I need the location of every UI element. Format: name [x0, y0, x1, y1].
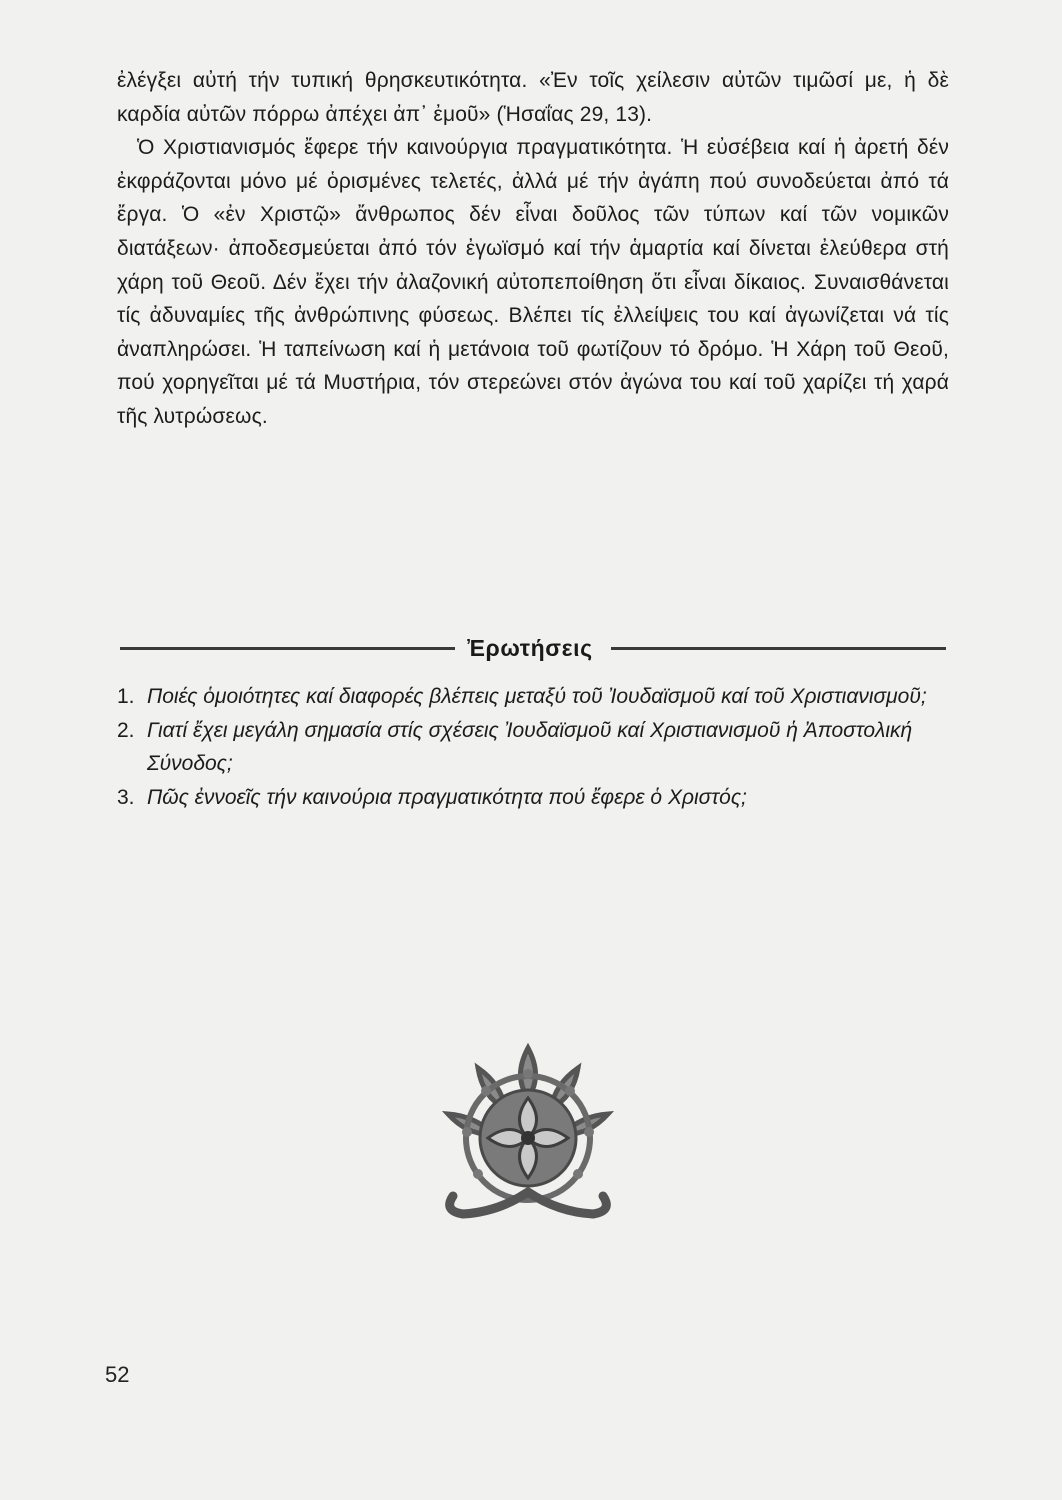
question-number: 1.: [117, 685, 135, 708]
question-number: 3.: [117, 785, 135, 809]
question-item: [117, 714, 949, 781]
paragraph-intro: ἐλέγξει αὐτή τήν τυπική θρησκευτικότητα. «Ἐν τοῖς χείλεσιν αὐτῶν τιμῶσί με, ἡ δὲ καρδία αὐτῶν πόρρω ἀπέχει ἀπ᾽ ἐμοῦ» (Ἡσαΐας 29, 13).: [117, 69, 949, 126]
paragraph-christianity: Ὁ Χριστιανισμός ἔφερε τήν καινούργια πραγματικότητα. Ἡ εὐσέβεια καί ἡ ἀρετή δέν ἐκφράζονται μόνο μέ ὁρισμένες τελετές, ἀλλά μέ τήν ἀγάπη πού συνοδεύεται ἀπό τά ἔργα. Ὁ «ἐν Χριστῷ» ἄνθρωπος δέν εἶναι δοῦλος τῶν τύπων καί τῶν νομικῶν διατάξεων· ἀποδεσμεύεται ἀπό τόν ἐγωϊσμό καί τήν ἁμαρτία καί δίνεται ἐλεύθερα στή χάρη τοῦ Θεοῦ. Δέν ἔχει τήν ἀλαζονική αὐτοπεποίθηση ὅτι εἶναι δίκαιος. Συναισθάνεται τίς ἀδυναμίες τῆς ἀνθρώπινης φύσεως. Βλέπει τίς ἐλλείψεις του καί ἀγωνίζεται νά τίς ἀναπληρώσει. Ἡ ταπείνωση καί ἡ μετάνοια τοῦ φωτίζουν τό δρόμο. Ἡ Χάρη τοῦ Θεοῦ, πού χορηγεῖται μέ τά Μυστήρια, τόν στερεώνει στόν ἀγώνα του καί τοῦ χαρίζει τή χαρά τῆς λυτρώσεως.: [117, 136, 949, 428]
question-number: 2.: [117, 718, 135, 742]
question-text: Ποιές ὁμοιότητες καί διαφορές βλέπεις μεταξύ τοῦ Ἰουδαϊσμοῦ καί τοῦ Χριστιανισμοῦ;: [147, 685, 927, 708]
questions-heading-row: [120, 628, 946, 668]
question-item: [117, 680, 949, 714]
page-number: 52: [105, 1362, 130, 1387]
heading-rule-right: [611, 647, 946, 650]
question-text: Πῶς ἐννοεῖς τήν καινούρια πραγματικότητα πού ἔφερε ὁ Χριστός;: [147, 785, 747, 809]
questions-heading: Ἐρωτήσεις: [467, 634, 593, 661]
lotus-ornament-icon: [423, 1036, 633, 1224]
questions-list: [117, 680, 949, 814]
question-item: [117, 781, 949, 815]
heading-rule-left: [120, 647, 455, 650]
question-text: Γιατί ἔχει μεγάλη σημασία στίς σχέσεις Ἰουδαϊσμοῦ καί Χριστιανισμοῦ ἡ Ἀποστολική Σύνοδος;: [147, 718, 913, 776]
body-text: [117, 64, 949, 434]
